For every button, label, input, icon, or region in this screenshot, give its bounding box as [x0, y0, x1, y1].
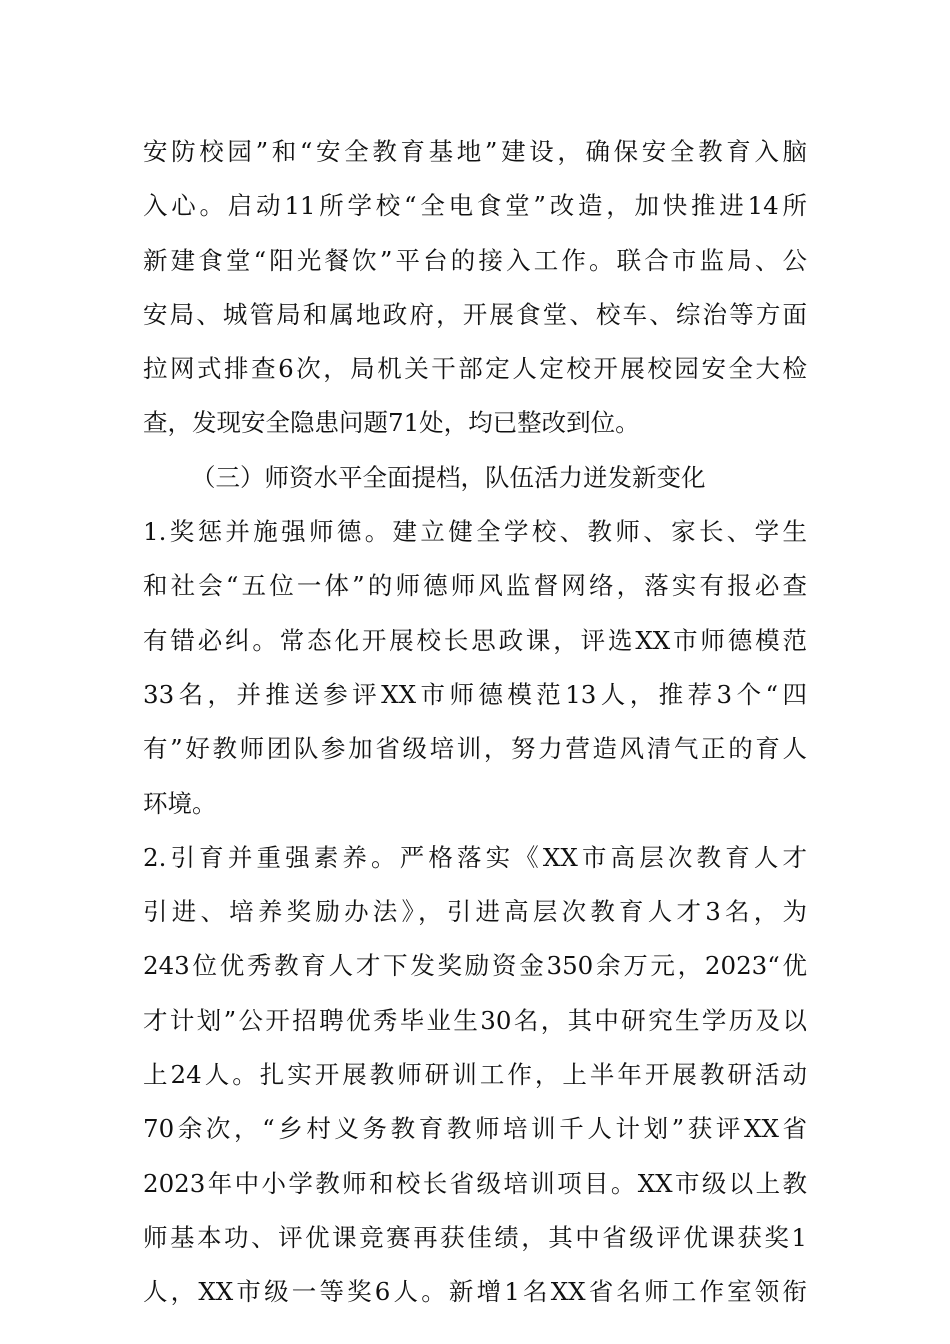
text-line: 1.奖惩并施强师德。建立健全学校、教师、家长、学生 [143, 517, 807, 547]
text-line: 新建食堂“阳光餐饮”平台的接入工作。联合市监局、公 [143, 245, 807, 275]
text-line: 有错必纠。常态化开展校长思政课，评选XX市师德模范 [143, 625, 807, 655]
text-line: 安局、城管局和属地政府，开展食堂、校车、综治等方面 [143, 299, 807, 329]
text-line: 有”好教师团队参加省级培训，努力营造风清气正的育人 [143, 734, 807, 764]
text-line: 243位优秀教育人才下发奖励资金350余万元，2023“优 [143, 951, 807, 981]
text-line: 人，XX市级一等奖6人。新增1名XX省名师工作室领衔 [143, 1277, 807, 1307]
text-line: 师基本功、评优课竞赛再获佳绩，其中省级评优课获奖1 [143, 1222, 807, 1252]
text-line: 2.引育并重强素养。严格落实《XX市高层次教育人才 [143, 842, 807, 872]
paragraph-talent-training [143, 831, 807, 1320]
paragraph-teacher-ethics [143, 505, 807, 831]
text-line: 33名，并推送参评XX市师德模范13人，推荐3个“四 [143, 679, 807, 709]
text-line: 拉网式排查6次，局机关干部定人定校开展校园安全大检 [143, 354, 807, 384]
paragraph-campus-safety [143, 125, 807, 451]
section-heading: （三）师资水平全面提档，队伍活力迸发新变化 [191, 462, 706, 492]
text-line: 引进、培养奖励办法》，引进高层次教育人才3名，为 [143, 897, 807, 927]
text-line: 查，发现安全隐患问题71处，均已整改到位。 [143, 408, 640, 438]
text-line: 入心。启动11所学校“全电食堂”改造，加快推进14所 [143, 191, 807, 221]
text-line: 2023年中小学教师和校长省级培训项目。XX市级以上教 [143, 1168, 807, 1198]
text-line: 上24人。扎实开展教师研训工作，上半年开展教研活动 [143, 1060, 807, 1090]
document-body [143, 125, 807, 1320]
text-line: 环境。 [143, 788, 217, 818]
text-line: 和社会“五位一体”的师德师风监督网络，落实有报必查 [143, 571, 807, 601]
text-line: 70余次，“乡村义务教育教师培训千人计划”获评XX省 [143, 1114, 807, 1144]
text-line: 安防校园”和“安全教育基地”建设，确保安全教育入脑 [143, 137, 807, 166]
text-line: 才计划”公开招聘优秀毕业生30名，其中研究生学历及以 [143, 1005, 807, 1035]
